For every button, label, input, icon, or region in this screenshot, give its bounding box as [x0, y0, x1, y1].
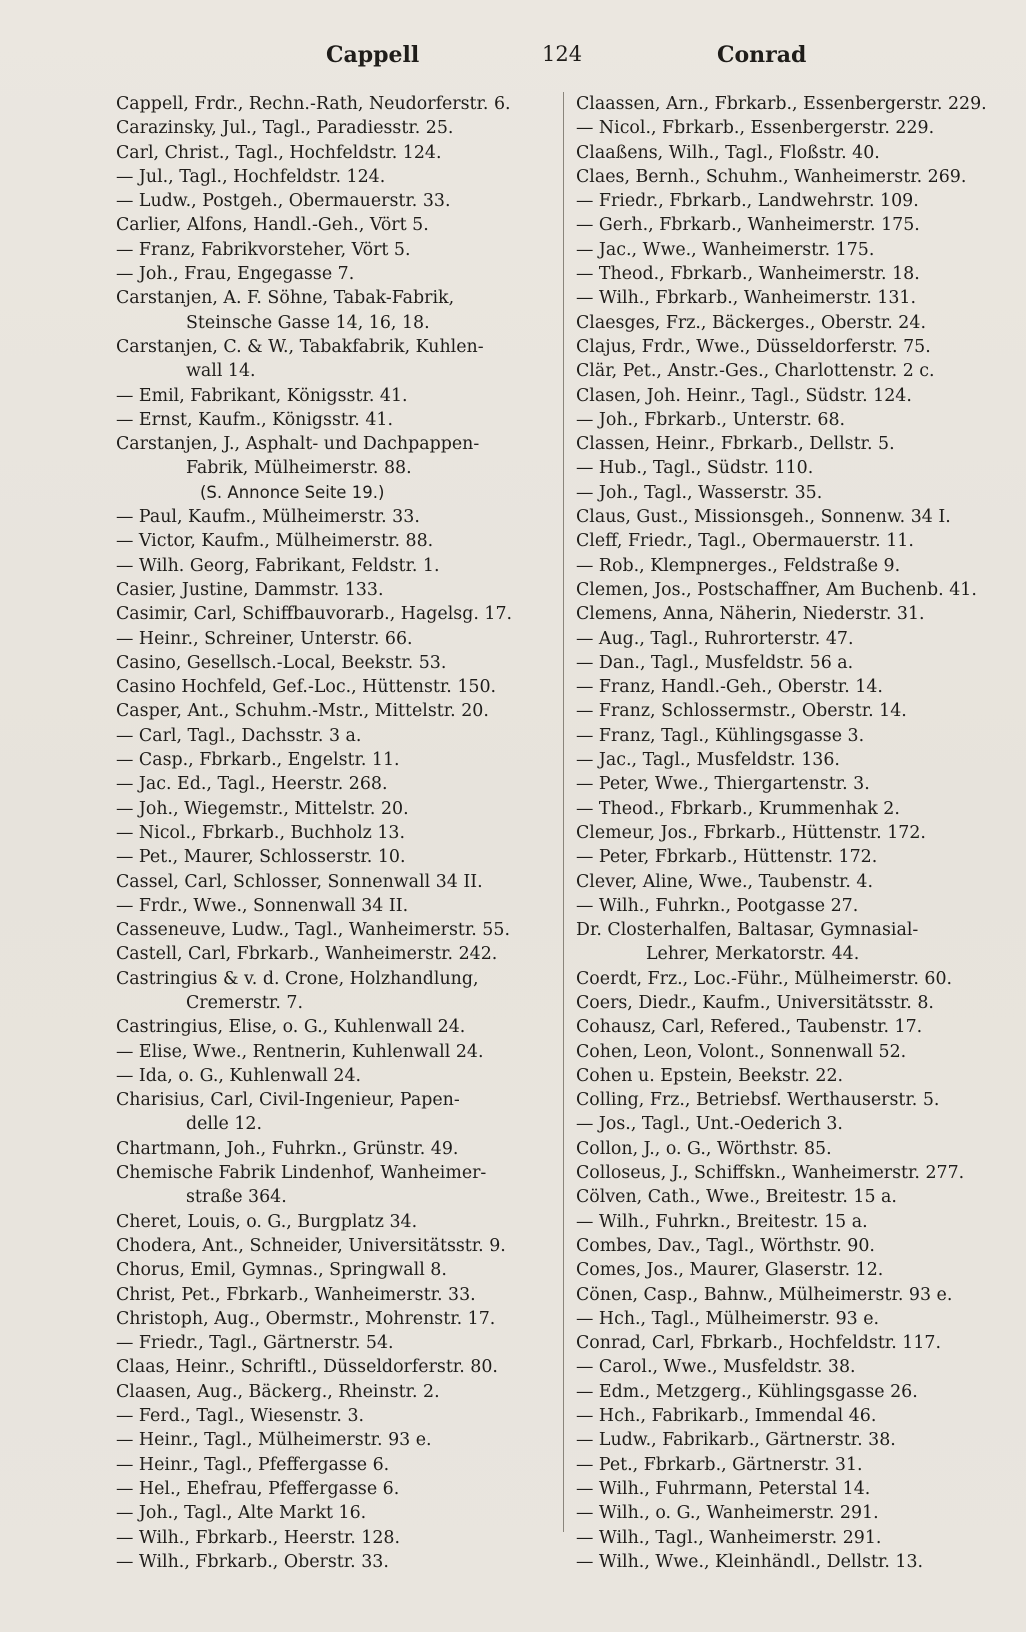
directory-entry: — Heinr., Tagl., Pfeffergasse 6.	[116, 1454, 390, 1475]
directory-entry: — Jul., Tagl., Hochfeldstr. 124.	[116, 166, 386, 187]
directory-entry: Clasen, Joh. Heinr., Tagl., Südstr. 124.	[576, 385, 912, 406]
directory-entry: Claassen, Arn., Fbrkarb., Essenbergerstr. 229.	[576, 94, 987, 114]
directory-entry: — Jos., Tagl., Unt.-Oederich 3.	[576, 1114, 843, 1135]
directory-entry: — Hub., Tagl., Südstr. 110.	[576, 458, 814, 479]
directory-entry: Clajus, Frdr., Wwe., Düsseldorferstr. 75.	[576, 336, 931, 357]
directory-entry: — Gerh., Fbrkarb., Wanheimerstr. 175.	[576, 215, 920, 236]
entry-continuation: Lehrer, Merkatorstr. 44.	[646, 944, 860, 965]
directory-entry: — Jac., Tagl., Musfeldstr. 136.	[576, 750, 840, 771]
directory-entry: — Dan., Tagl., Musfeldstr. 56 a.	[576, 652, 854, 673]
directory-entry: — Elise, Wwe., Rentnerin, Kuhlenwall 24.	[116, 1041, 484, 1062]
directory-entry: Claes, Bernh., Schuhm., Wanheimerstr. 269.	[576, 166, 967, 187]
directory-entry: Clever, Aline, Wwe., Taubenstr. 4.	[576, 871, 874, 892]
directory-entry: Clemen, Jos., Postschaffner, Am Buchenb. 41.	[576, 579, 977, 600]
directory-entry: Cohausz, Carl, Refered., Taubenstr. 17.	[576, 1017, 923, 1038]
entry-continuation: wall 14.	[186, 361, 256, 382]
page-number: 124	[542, 42, 583, 66]
directory-entry: — Hel., Ehefrau, Pfeffergasse 6.	[116, 1478, 400, 1499]
directory-entry: Coerdt, Frz., Loc.-Führ., Mülheimerstr. 60.	[576, 968, 953, 989]
directory-entry: Claus, Gust., Missionsgeh., Sonnenw. 34 I.	[576, 507, 951, 528]
directory-entry: Cappell, Frdr., Rechn.-Rath, Neudorferstr. 6.	[116, 94, 511, 114]
directory-entry: Claesges, Frz., Bäckerges., Oberstr. 24.	[576, 312, 926, 333]
directory-entry: — Nicol., Fbrkarb., Essenbergerstr. 229.	[576, 118, 935, 139]
directory-entry: Colling, Frz., Betriebsf. Werthauserstr. 5.	[576, 1090, 940, 1111]
directory-entry: Coers, Diedr., Kaufm., Universitätsstr. 8.	[576, 992, 934, 1013]
directory-entry: — Emil, Fabrikant, Königsstr. 41.	[116, 385, 408, 406]
directory-entry: Casimir, Carl, Schiffbauvorarb., Hagelsg. 17.	[116, 604, 513, 625]
entry-continuation: Steinsche Gasse 14, 16, 18.	[186, 312, 430, 333]
directory-entry: — Heinr., Schreiner, Unterstr. 66.	[116, 628, 413, 649]
header-last-entry: Conrad	[717, 42, 807, 68]
directory-entry: Chartmann, Joh., Fuhrkn., Grünstr. 49.	[116, 1138, 459, 1159]
directory-entry: — Theod., Fbrkarb., Wanheimerstr. 18.	[576, 264, 920, 285]
directory-entry: — Pet., Fbrkarb., Gärtnerstr. 31.	[576, 1454, 863, 1475]
directory-entry: — Ferd., Tagl., Wiesenstr. 3.	[116, 1406, 365, 1427]
directory-entry: Chorus, Emil, Gymnas., Springwall 8.	[116, 1260, 447, 1281]
directory-entry: — Aug., Tagl., Ruhrorterstr. 47.	[576, 628, 854, 649]
directory-entry: Castell, Carl, Fbrkarb., Wanheimerstr. 242.	[116, 944, 498, 965]
page-header	[0, 42, 1026, 82]
directory-entry: — Jac. Ed., Tagl., Heerstr. 268.	[116, 774, 388, 795]
directory-entry: — Joh., Wiegemstr., Mittelstr. 20.	[116, 798, 409, 819]
directory-entry: — Ernst, Kaufm., Königsstr. 41.	[116, 409, 394, 430]
directory-entry: — Ludw., Fabrikarb., Gärtnerstr. 38.	[576, 1430, 896, 1451]
directory-entry: — Joh., Frau, Engegasse 7.	[116, 264, 355, 285]
directory-entry: — Franz, Schlossermstr., Oberstr. 14.	[576, 701, 907, 722]
entry-continuation: straße 364.	[186, 1187, 287, 1208]
directory-entry: Dr. Closterhalfen, Baltasar, Gymnasial-	[576, 920, 919, 941]
directory-entry: Collon, J., o. G., Wörthstr. 85.	[576, 1138, 832, 1159]
directory-entry: Carazinsky, Jul., Tagl., Paradiesstr. 25.	[116, 118, 454, 139]
directory-entry: Cassel, Carl, Schlosser, Sonnenwall 34 II.	[116, 871, 483, 892]
directory-entry: — Jac., Wwe., Wanheimerstr. 175.	[576, 239, 875, 260]
directory-entry: Cleff, Friedr., Tagl., Obermauerstr. 11.	[576, 531, 914, 552]
directory-entry: — Franz, Handl.-Geh., Oberstr. 14.	[576, 677, 883, 698]
directory-entry: — Nicol., Fbrkarb., Buchholz 13.	[116, 822, 406, 843]
directory-entry: Clemens, Anna, Näherin, Niederstr. 31.	[576, 604, 925, 625]
directory-entry: Combes, Dav., Tagl., Wörthstr. 90.	[576, 1235, 875, 1256]
directory-entry: Claaßens, Wilh., Tagl., Floßstr. 40.	[576, 142, 880, 163]
directory-entry: Charisius, Carl, Civil-Ingenieur, Papen-	[116, 1090, 460, 1111]
directory-entry: — Joh., Tagl., Alte Markt 16.	[116, 1503, 367, 1524]
directory-entry: — Wilh., Fbrkarb., Heerstr. 128.	[116, 1527, 400, 1548]
directory-entry: — Wilh., Tagl., Wanheimerstr. 291.	[576, 1527, 882, 1548]
directory-entry: — Theod., Fbrkarb., Krummenhak 2.	[576, 798, 900, 819]
directory-entry: — Friedr., Tagl., Gärtnerstr. 54.	[116, 1333, 394, 1354]
directory-entry: Carstanjen, A. F. Söhne, Tabak-Fabrik,	[116, 288, 455, 309]
directory-entry: — Paul, Kaufm., Mülheimerstr. 33.	[116, 507, 420, 528]
directory-entry: — Ida, o. G., Kuhlenwall 24.	[116, 1065, 362, 1086]
directory-entry: Conrad, Carl, Fbrkarb., Hochfeldstr. 117.	[576, 1333, 941, 1354]
directory-entry: Carstanjen, J., Asphalt- und Dachpappen-	[116, 434, 480, 455]
directory-entry: Cölven, Cath., Wwe., Breitestr. 15 a.	[576, 1187, 897, 1208]
directory-entry: — Franz, Tagl., Kühlingsgasse 3.	[576, 725, 865, 746]
entry-continuation: Cremerstr. 7.	[186, 992, 303, 1013]
directory-entry: Castringius, Elise, o. G., Kuhlenwall 24.	[116, 1017, 466, 1038]
directory-entry: — Wilh., Fbrkarb., Wanheimerstr. 131.	[576, 288, 917, 309]
directory-entry: — Carl, Tagl., Dachsstr. 3 a.	[116, 725, 362, 746]
directory-entry: — Wilh., Fuhrmann, Peterstal 14.	[576, 1478, 871, 1499]
directory-entry: — Frdr., Wwe., Sonnenwall 34 II.	[116, 895, 409, 916]
directory-entry: Clär, Pet., Anstr.-Ges., Charlottenstr. 2 c.	[576, 361, 935, 382]
directory-entry: — Peter, Wwe., Thiergartenstr. 3.	[576, 774, 870, 795]
directory-entry: — Casp., Fbrkarb., Engelstr. 11.	[116, 750, 400, 771]
directory-entry: Carl, Christ., Tagl., Hochfeldstr. 124.	[116, 142, 442, 163]
directory-entry: — Victor, Kaufm., Mülheimerstr. 88.	[116, 531, 434, 552]
directory-entry: Claas, Heinr., Schriftl., Düsseldorferstr. 80.	[116, 1357, 498, 1378]
directory-entry: — Wilh. Georg, Fabrikant, Feldstr. 1.	[116, 555, 440, 576]
directory-entry: — Pet., Maurer, Schlosserstr. 10.	[116, 847, 406, 868]
directory-entry: Casino, Gesellsch.-Local, Beekstr. 53.	[116, 652, 447, 673]
directory-entry: — Wilh., Fbrkarb., Oberstr. 33.	[116, 1551, 389, 1572]
directory-entry: Castringius & v. d. Crone, Holzhandlung,	[116, 968, 479, 989]
directory-entry: Chemische Fabrik Lindenhof, Wanheimer-	[116, 1163, 487, 1184]
directory-entry: — Wilh., Wwe., Kleinhändl., Dellstr. 13.	[576, 1551, 924, 1572]
entry-continuation: delle 12.	[186, 1114, 263, 1135]
directory-entry: Casseneuve, Ludw., Tagl., Wanheimerstr. 55.	[116, 920, 510, 941]
directory-entry: Christoph, Aug., Obermstr., Mohrenstr. 17.	[116, 1308, 496, 1329]
directory-entry: Classen, Heinr., Fbrkarb., Dellstr. 5.	[576, 434, 895, 455]
directory-entry: Colloseus, J., Schiffskn., Wanheimerstr. 277.	[576, 1163, 965, 1184]
directory-entry: — Wilh., o. G., Wanheimerstr. 291.	[576, 1503, 879, 1524]
directory-entry: — Joh., Tagl., Wasserstr. 35.	[576, 482, 823, 503]
directory-entry: Casper, Ant., Schuhm.-Mstr., Mittelstr. 20.	[116, 701, 489, 722]
directory-entry: — Friedr., Fbrkarb., Landwehrstr. 109.	[576, 191, 919, 212]
directory-entry: Chodera, Ant., Schneider, Universitätsstr. 9.	[116, 1235, 506, 1256]
directory-entry: — Carol., Wwe., Musfeldstr. 38.	[576, 1357, 856, 1378]
right-column	[576, 92, 1008, 1574]
directory-entry: — Joh., Fbrkarb., Unterstr. 68.	[576, 409, 846, 430]
directory-entry: Carstanjen, C. & W., Tabakfabrik, Kuhlen-	[116, 336, 484, 357]
column-divider	[563, 92, 564, 1532]
directory-entry: Casino Hochfeld, Gef.-Loc., Hüttenstr. 150.	[116, 677, 497, 698]
left-column	[116, 92, 552, 1574]
directory-entry: — Peter, Fbrkarb., Hüttenstr. 172.	[576, 847, 878, 868]
directory-entry: Carlier, Alfons, Handl.-Geh., Vört 5.	[116, 215, 429, 236]
directory-entry: Comes, Jos., Maurer, Glaserstr. 12.	[576, 1260, 884, 1281]
directory-entry: Casier, Justine, Dammstr. 133.	[116, 579, 384, 600]
directory-entry: — Wilh., Fuhrkn., Breitestr. 15 a.	[576, 1211, 868, 1232]
directory-entry: — Wilh., Fuhrkn., Pootgasse 27.	[576, 895, 859, 916]
directory-entry: Cohen u. Epstein, Beekstr. 22.	[576, 1065, 844, 1086]
directory-entry: Cheret, Louis, o. G., Burgplatz 34.	[116, 1211, 418, 1232]
directory-entry: Clemeur, Jos., Fbrkarb., Hüttenstr. 172.	[576, 822, 926, 843]
directory-entry: Cohen, Leon, Volont., Sonnenwall 52.	[576, 1041, 907, 1062]
directory-entry: — Heinr., Tagl., Mülheimerstr. 93 e.	[116, 1430, 432, 1451]
entry-continuation: Fabrik, Mülheimerstr. 88.	[186, 458, 412, 479]
directory-entry: — Franz, Fabrikvorsteher, Vört 5.	[116, 239, 411, 260]
annotation-note: (S. Annonce Seite 19.)	[200, 482, 385, 502]
directory-entry: Christ, Pet., Fbrkarb., Wanheimerstr. 33.	[116, 1284, 476, 1305]
directory-entry: — Ludw., Postgeh., Obermauerstr. 33.	[116, 191, 451, 212]
directory-entry: Cönen, Casp., Bahnw., Mülheimerstr. 93 e.	[576, 1284, 953, 1305]
directory-entry: Claasen, Aug., Bäckerg., Rheinstr. 2.	[116, 1381, 440, 1402]
directory-entry: — Edm., Metzgerg., Kühlingsgasse 26.	[576, 1381, 918, 1402]
directory-entry: — Hch., Fabrikarb., Immendal 46.	[576, 1406, 877, 1427]
directory-entry: — Hch., Tagl., Mülheimerstr. 93 e.	[576, 1308, 880, 1329]
directory-entry: — Rob., Klempnerges., Feldstraße 9.	[576, 555, 901, 576]
header-first-entry: Cappell	[326, 42, 420, 68]
